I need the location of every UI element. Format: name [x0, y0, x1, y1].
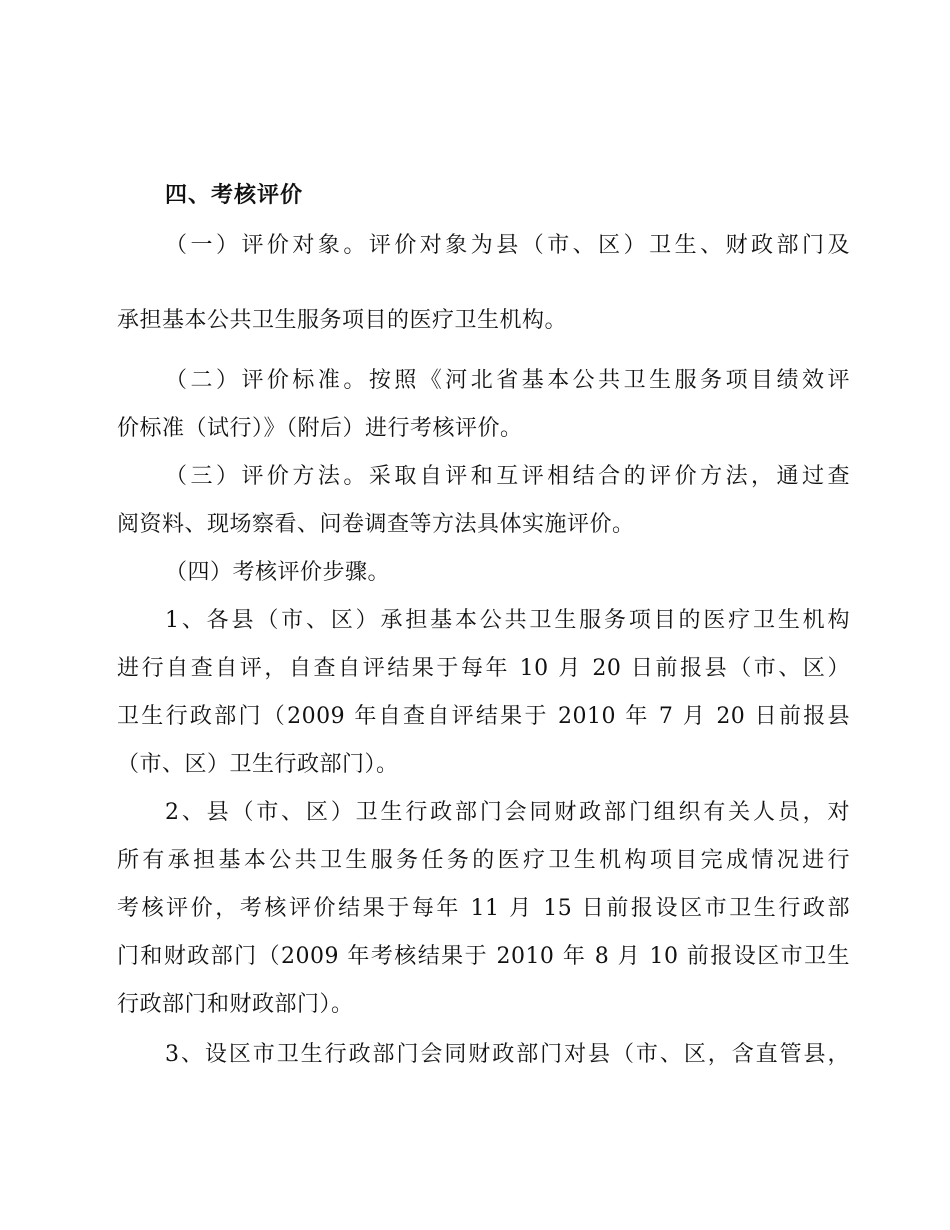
- paragraph-line: 行政部门和财政部门）。: [117, 992, 354, 1017]
- paragraph-line: 考核评价，考核评价结果于每年 11 月 15 日前报设区市卫生行政部: [117, 896, 850, 921]
- paragraph-line: 1、各县（市、区）承担基本公共卫生服务项目的医疗卫生机构: [165, 608, 850, 633]
- paragraph-line: 3、设区市卫生行政部门会同财政部门对县（市、区，含直管县，: [165, 1042, 850, 1067]
- paragraph-line: 2、县（市、区）卫生行政部门会同财政部门组织有关人员，对: [165, 800, 850, 825]
- paragraph-line: 价标准（试行）》（附后）进行考核评价。: [117, 416, 523, 441]
- paragraph-line: 所有承担基本公共卫生服务任务的医疗卫生机构项目完成情况进行: [117, 848, 850, 873]
- paragraph-line: 门和财政部门（2009 年考核结果于 2010 年 8 月 10 前报设区市卫生: [117, 944, 850, 969]
- paragraph-line: （三）评价方法。采取自评和互评相结合的评价方法，通过查: [165, 464, 850, 489]
- section-heading: 四、考核评价: [165, 183, 304, 208]
- paragraph-line: （市、区）卫生行政部门）。: [117, 752, 399, 777]
- paragraph-line: （二）评价标准。按照《河北省基本公共卫生服务项目绩效评: [165, 368, 850, 393]
- paragraph-line: 承担基本公共卫生服务项目的医疗卫生机构。: [117, 308, 568, 333]
- paragraph-line: 卫生行政部门（2009 年自查自评结果于 2010 年 7 月 20 日前报县: [117, 704, 850, 729]
- paragraph-line: （四）考核评价步骤。: [165, 560, 391, 585]
- paragraph-line: 进行自查自评，自查自评结果于每年 10 月 20 日前报县（市、区）: [117, 656, 850, 681]
- paragraph-line: 阅资料、现场察看、问卷调查等方法具体实施评价。: [117, 512, 635, 537]
- paragraph-line: （一）评价对象。评价对象为县（市、区）卫生、财政部门及: [165, 233, 850, 258]
